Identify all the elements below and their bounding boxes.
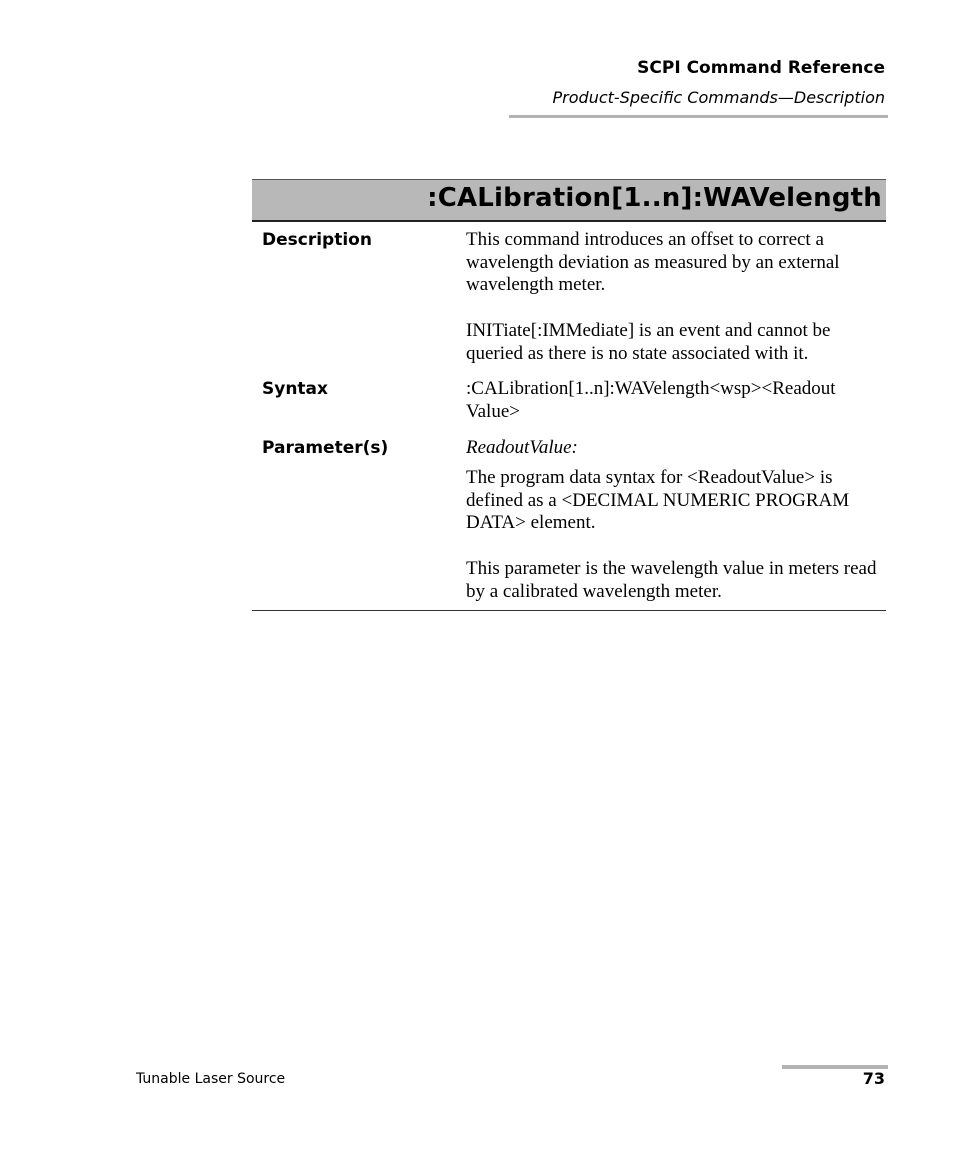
parameters-label: Parameter(s) xyxy=(262,438,389,458)
parameter-name: ReadoutValue: xyxy=(466,437,578,458)
header-title: SCPI Command Reference xyxy=(637,58,885,78)
syntax-label: Syntax xyxy=(262,379,328,399)
table-bottom-rule xyxy=(252,610,886,611)
header-subtitle: Product-Specific Commands—Description xyxy=(552,88,885,107)
footer-product-name: Tunable Laser Source xyxy=(136,1071,286,1087)
parameter-paragraph-1: The program data syntax for <ReadoutValue> is defined as a <DECIMAL NUMERIC PROGRAM DATA> element. xyxy=(466,467,850,534)
page-number: 73 xyxy=(862,1069,885,1088)
syntax-text: :CALibration[1..n]:WAVelength<wsp><Readout Value> xyxy=(466,378,836,422)
description-paragraph-1: This command introduces an offset to correct a wavelength deviation as measured by an external wavelength meter. xyxy=(466,229,840,296)
description-label: Description xyxy=(262,230,372,250)
parameter-paragraph-2: This parameter is the wavelength value in meters read by a calibrated wavelength meter. xyxy=(466,558,877,602)
description-paragraph-2: INITiate[:IMMediate] is an event and cannot be queried as there is no state associated with it. xyxy=(466,320,831,364)
header-rule xyxy=(509,115,888,118)
command-title: :CALibration[1..n]:WAVelength xyxy=(427,183,882,213)
command-title-bar xyxy=(252,179,886,222)
